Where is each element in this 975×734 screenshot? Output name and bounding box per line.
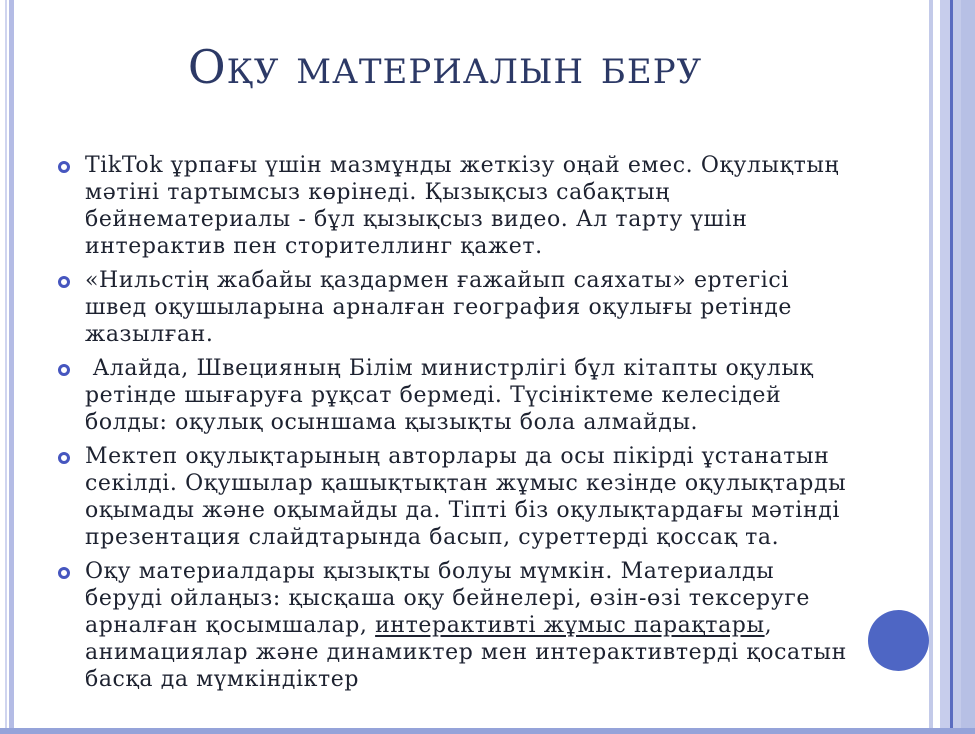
slide-title-initial: О	[187, 40, 227, 94]
bullet-text: Мектеп оқулықтарының авторлары да осы пікірді ұстанатын секілді. Оқушылар қашықтықтан жұмыс кезінде оқулықтарды оқымады және оқымайды да. Тіпті біз оқулықтардағы мәтінді презентация слайдтарында басып, суреттерді қоссақ та.	[85, 444, 854, 550]
right-edge-band	[940, 0, 975, 734]
bullet-text: «Нильстің жабайы қаздармен ғажайып саяхаты» ертегісі швед оқушыларына арналған география оқулығы ретінде жазылған.	[85, 268, 800, 347]
left-stripe-outer	[5, 0, 7, 734]
bullet-ring-icon	[58, 364, 70, 376]
bullet-text: Алайда, Швецияның Білім министрлігі бұл кітапты оқулық ретінде шығаруға рұқсат бермеді. Түсініктеме келесідей болды: оқулық осыншама қызықты бола алмайды.	[85, 356, 822, 435]
bullet-item	[58, 355, 858, 436]
bullet-text: TikTok ұрпағы үшін мазмұнды жеткізу оңай емес. Оқулықтың мәтіні тартымсыз көрінеді. Қызықсыз сабақтың бейнематериалы - бұл қызықсыз видео. Ал тарту үшін интерактив пен сторителлинг қажет.	[85, 153, 847, 259]
bullet-item	[58, 443, 858, 551]
bullet-ring-icon	[58, 276, 70, 288]
bullet-item	[58, 152, 858, 260]
bullet-list	[58, 152, 858, 700]
blue-circle-icon	[868, 610, 929, 671]
bullet-item	[58, 267, 858, 348]
right-stripe-thin	[929, 0, 933, 734]
slide-title	[0, 42, 890, 93]
bottom-edge-bar	[0, 728, 975, 734]
bullet-ring-icon	[58, 161, 70, 173]
bullet-ring-icon	[58, 567, 70, 579]
bullet-text: Оқу материалдары қызықты болуы мүмкін. Материалды беруді ойлаңыз: қысқаша оқу бейнелері, өзін-өзі тексеруге арналған қосымшалар, интерактивті жұмыс парақтары, анимациялар және динамиктер мен интерактивтерді қосатын басқа да мүмкіндіктер	[85, 559, 855, 692]
bullet-ring-icon	[58, 452, 70, 464]
slide-title-rest: ҚУ МАТЕРИАЛЫН БЕРУ	[226, 52, 703, 92]
bullet-item	[58, 558, 858, 693]
left-stripe-inner	[9, 0, 14, 734]
